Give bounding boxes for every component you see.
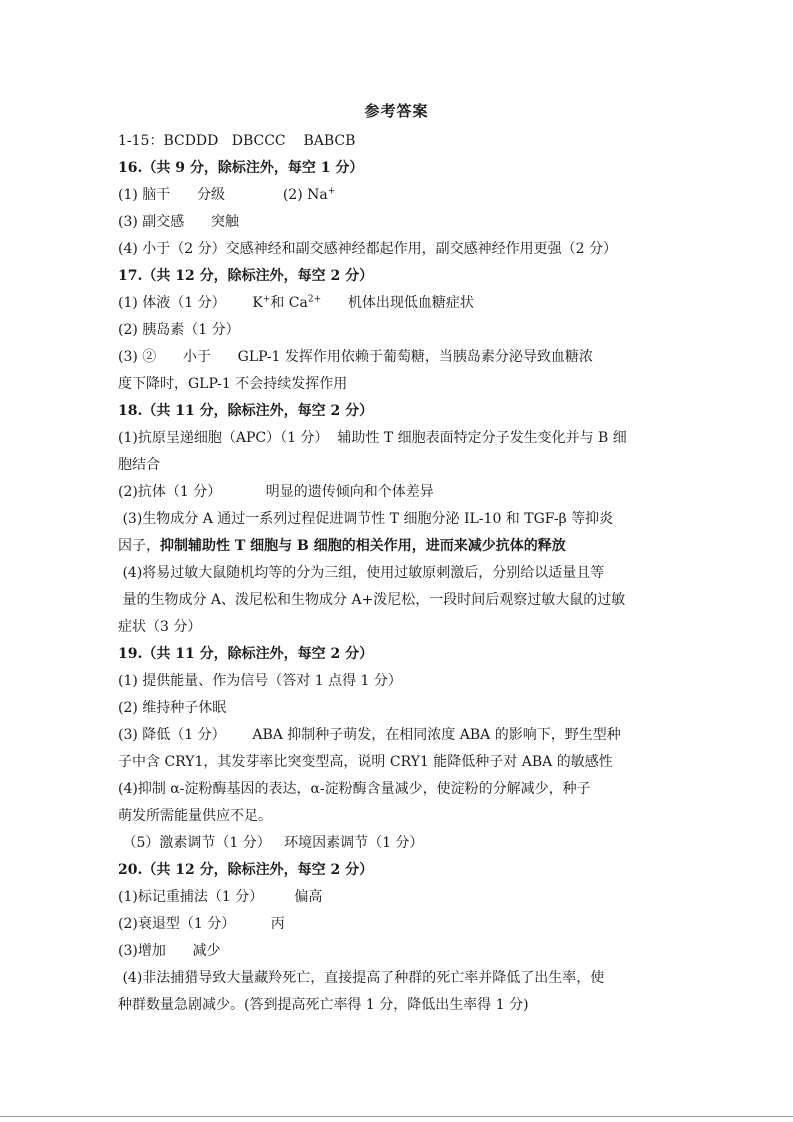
answer-line (118, 479, 678, 506)
line-text: (1) 体液（1 分） K (118, 295, 263, 311)
line-text: 症状（3 分） (118, 619, 202, 635)
line-text: (4)将易过敏大鼠随机均等的分为三组，使用过敏原刺激后，分别给以适量且等 (118, 565, 605, 581)
line-text: (4) 小于（2 分）交感神经和副交感神经都起作用，副交感神经作用更强（2 分） (118, 241, 617, 257)
line-text: 胞结合 (118, 457, 160, 473)
line-text: (2)衰退型（1 分） 丙 (118, 916, 285, 932)
line-text: (1)抗原呈递细胞（APC）（1 分） 辅助性 T 细胞表面特定分子发生变化并与 B 细 (118, 430, 627, 446)
emphasized-text: 抑制辅助性 T 细胞与 B 细胞的相关作用，进而来减少抗体的释放 (160, 538, 566, 554)
line-text: (4)抑制 α-淀粉酶基因的表达，α-淀粉酶含量减少，使淀粉的分解减少，种子 (118, 781, 591, 797)
answer-line (118, 749, 678, 776)
question-header (118, 857, 678, 884)
line-text: (3) 降低（1 分） ABA 抑制种子萌发，在相同浓度 ABA 的影响下，野生型种 (118, 727, 621, 743)
line-text: （5）激素调节（1 分） 环境因素调节（1 分） (118, 835, 424, 851)
superscript-text: + (327, 186, 336, 197)
line-text: (3) ② 小于 GLP-1 发挥作用依赖于葡萄糖，当胰岛素分泌导致血糖浓 (118, 349, 593, 365)
line-text: (3)生物成分 A 通过一系列过程促进调节性 T 细胞分泌 IL-10 和 TGF-β 等抑炎 (118, 511, 614, 527)
line-text: 和 Ca (270, 295, 308, 311)
answer-line (118, 911, 678, 938)
line-text: 因子， (118, 538, 160, 554)
answer-line (118, 938, 678, 965)
question-header (118, 155, 678, 182)
answer-line (118, 452, 678, 479)
answer-line (118, 128, 678, 155)
answer-line (118, 290, 678, 317)
line-text: (1) 脑干 分级 (2) Na (118, 187, 328, 203)
question-header (118, 263, 678, 290)
answer-line (118, 236, 678, 263)
answer-line (118, 371, 678, 398)
line-text: 机体出现低血糖症状 (321, 295, 474, 311)
line-text: (2) 维持种子休眠 (118, 700, 227, 716)
page-title: 参考答案 (364, 102, 429, 120)
line-text: (2) 胰岛素（1 分） (118, 322, 240, 338)
line-text: 种群数量急剧减少。(答到提高死亡率得 1 分，降低出生率得 1 分) (118, 997, 529, 1013)
line-text: 量的生物成分 A、泼尼松和生物成分 A+泼尼松，一段时间后观察过敏大鼠的过敏 (118, 592, 626, 608)
superscript-text: + (262, 294, 271, 305)
line-text: 1-15：BCDDD DBCCC BABCB (118, 133, 356, 149)
line-text: 19.（共 11 分，除标注外，每空 2 分） (118, 646, 374, 662)
line-text: (1)标记重捕法（1 分） 偏高 (118, 889, 323, 905)
line-text: 17.（共 12 分，除标注外，每空 2 分） (118, 268, 374, 284)
line-text: (3) 副交感 突触 (118, 214, 239, 230)
line-text: 度下降时，GLP-1 不会持续发挥作用 (118, 376, 348, 392)
answer-line (118, 695, 678, 722)
answer-line (118, 722, 678, 749)
question-header (118, 398, 678, 425)
answer-line (118, 182, 678, 209)
line-text: 16.（共 9 分，除标注外，每空 1 分） (118, 160, 364, 176)
answer-line (118, 668, 678, 695)
superscript-text: 2+ (307, 294, 322, 305)
answer-line (118, 506, 678, 533)
answer-line (118, 425, 678, 452)
answer-body (118, 128, 678, 1019)
line-text: (1) 提供能量、作为信号（答对 1 点得 1 分） (118, 673, 402, 689)
answer-line (118, 884, 678, 911)
answer-line (118, 776, 678, 803)
answer-line (118, 830, 678, 857)
answer-line (118, 992, 678, 1019)
answer-line (118, 803, 678, 830)
line-text: 20.（共 12 分，除标注外，每空 2 分） (118, 862, 374, 878)
question-header (118, 641, 678, 668)
page-bottom-divider (0, 1116, 793, 1117)
line-text: (4)非法捕猎导致大量藏羚死亡，直接提高了种群的死亡率并降低了出生率，使 (118, 970, 605, 986)
answer-line (118, 560, 678, 587)
answer-line (118, 587, 678, 614)
answer-line (118, 533, 678, 560)
line-text: 18.（共 11 分，除标注外，每空 2 分） (118, 403, 374, 419)
line-text: 萌发所需能量供应不足。 (118, 808, 272, 824)
answer-line (118, 344, 678, 371)
answer-line (118, 965, 678, 992)
answer-line (118, 317, 678, 344)
answer-line (118, 614, 678, 641)
line-text: (3)增加 减少 (118, 943, 221, 959)
line-text: (2)抗体（1 分） 明显的遗传倾向和个体差异 (118, 484, 434, 500)
answer-line (118, 209, 678, 236)
line-text: 子中含 CRY1，其发芽率比突变型高，说明 CRY1 能降低种子对 ABA 的敏感性 (118, 754, 613, 770)
